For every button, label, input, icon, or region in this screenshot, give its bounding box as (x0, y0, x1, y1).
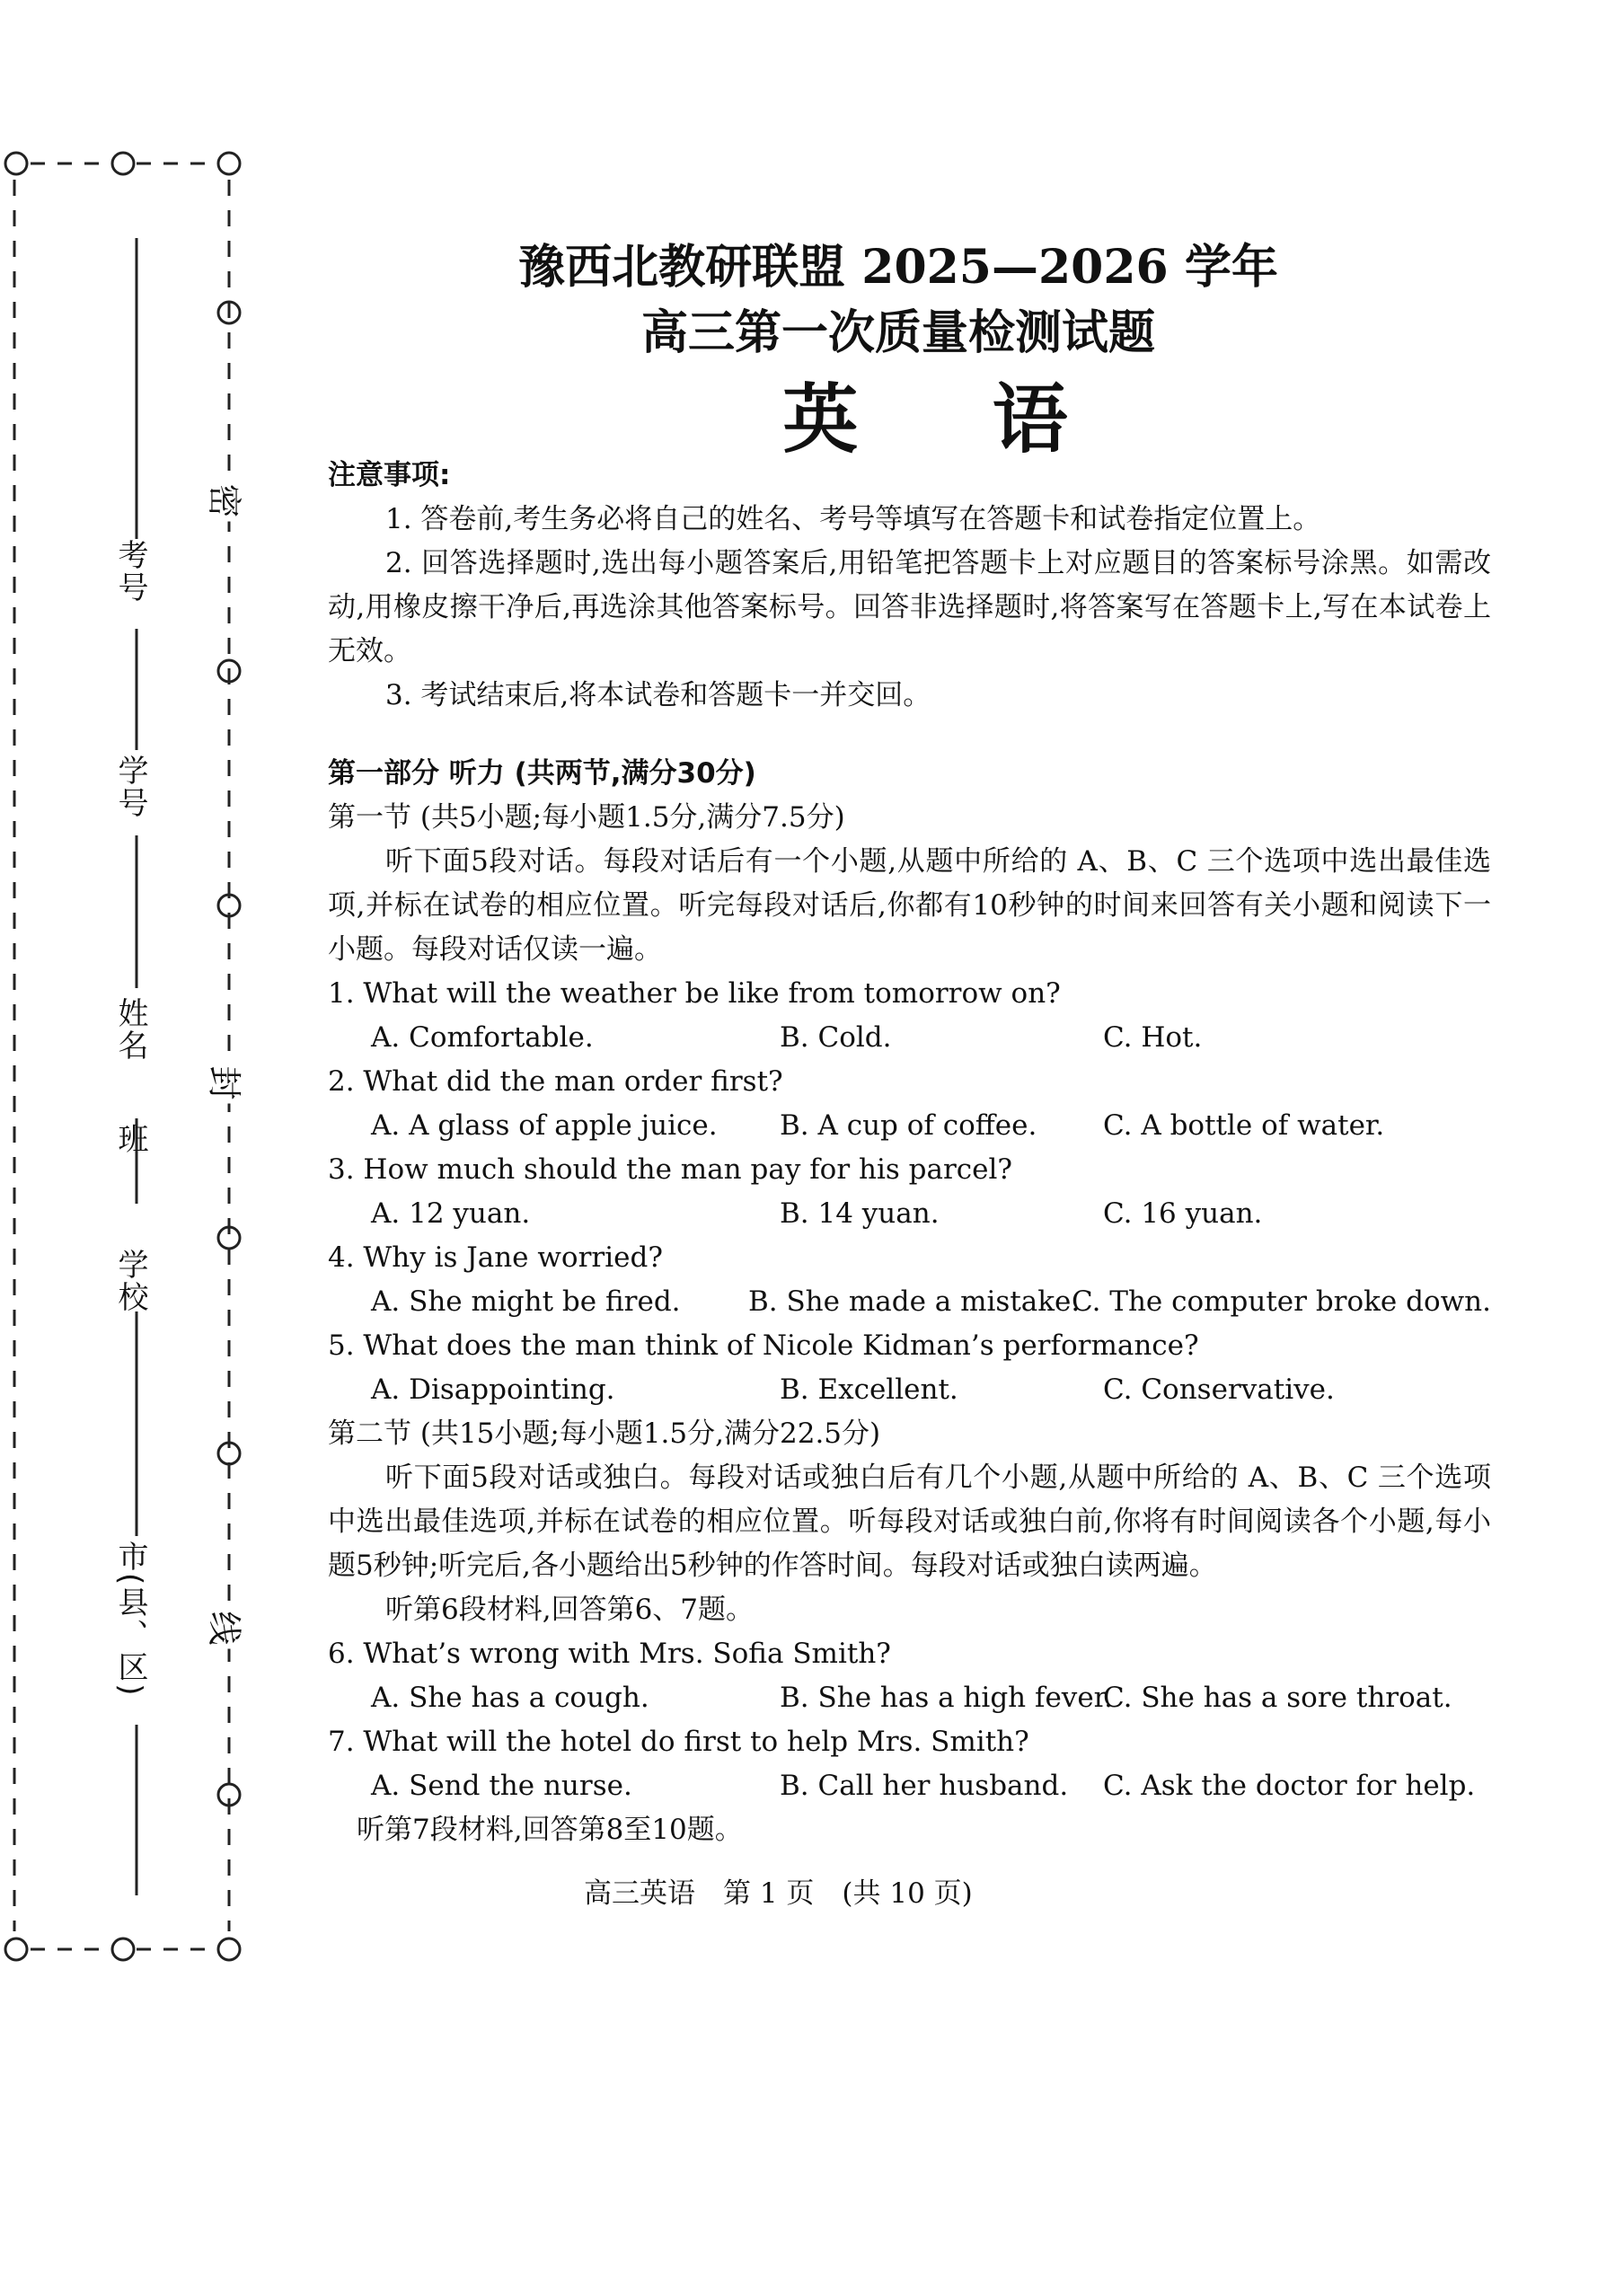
option-a: A. 12 yuan. (371, 1197, 531, 1230)
notes-item: 1. 答卷前,考生务必将自己的姓名、考号等填写在答题卡和试卷指定位置上。 (385, 503, 1321, 535)
option-a: A. Comfortable. (371, 1021, 594, 1054)
question-5 (328, 1324, 1491, 1412)
seal-char-feng: 封 (203, 1063, 252, 1104)
exam-content (328, 454, 1491, 1852)
question-text: 5. What does the man think of Nicole Kidman’s performance? (328, 1329, 1199, 1362)
option-b: B. Call her husband. (780, 1770, 1069, 1802)
question-3 (328, 1148, 1491, 1236)
option-a: A. She might be fired. (371, 1285, 681, 1318)
section1-heading: 第一节 (共5小题;每小题1.5分,满分7.5分) (328, 801, 845, 834)
question-text: 7. What will the hotel do first to help Mrs. Smith? (328, 1726, 1029, 1758)
question-text: 2. What did the man order first? (328, 1065, 783, 1098)
option-b: B. She made a mistake. (747, 1285, 1081, 1318)
student-number-label: 学号 (112, 755, 148, 819)
question-6 (328, 1632, 1491, 1720)
subject-title: 英 语 (782, 375, 1122, 464)
class-label: 班 (112, 1123, 148, 1155)
option-b: B. Excellent. (780, 1373, 958, 1406)
question-text: 4. Why is Jane worried? (328, 1241, 663, 1274)
option-c: C. Ask the doctor for help. (1103, 1770, 1476, 1802)
exam-title-line1: 豫西北教研联盟 2025—2026 学年 (518, 240, 1278, 295)
notes-item: 3. 考试结束后,将本试卷和答题卡一并交回。 (385, 679, 931, 711)
option-b: B. 14 yuan. (780, 1197, 940, 1230)
seal-char-xian: 线 (203, 1608, 252, 1649)
section1-instructions: 听下面5段对话。每段对话后有一个小题,从题中所给的 A、B、C 三个选项中选出最佳选项,并标在试卷的相应位置。听完每段对话后,你都有10秒钟的时间来回答有关小题和阅读下一小题。每段对话仅读一遍。 (328, 845, 1491, 966)
section2-instructions: 听下面5段对话或独白。每段对话或独白后有几个小题,从题中所给的 A、B、C 三个选项中选出最佳选项,并标在试卷的相应位置。听每段对话或独白前,你将有时间阅读各个小题,每小题5秒钟;听完后,各小题给出5秒钟的作答时间。每段对话或独白读两遍。 (328, 1461, 1491, 1582)
question-4 (328, 1236, 1491, 1324)
option-a: A. A glass of apple juice. (371, 1109, 718, 1142)
option-c: C. Hot. (1103, 1021, 1203, 1054)
city-label: 市(县、区) (112, 1541, 148, 1698)
option-c: C. Conservative. (1103, 1373, 1335, 1406)
option-c: C. She has a sore throat. (1103, 1682, 1452, 1714)
binding-margin (0, 0, 269, 2021)
question-2 (328, 1060, 1491, 1148)
option-c: C. A bottle of water. (1103, 1109, 1385, 1142)
notes-heading: 注意事项: (328, 459, 451, 491)
exam-number-label: 考号 (112, 539, 148, 604)
seal-char-mi: 密 (203, 481, 252, 522)
option-b: B. She has a high fever. (780, 1682, 1113, 1714)
option-a: A. She has a cough. (371, 1682, 649, 1714)
option-b: B. Cold. (780, 1021, 892, 1054)
material-6-note: 听第6段材料,回答第6、7题。 (385, 1594, 755, 1626)
question-text: 6. What’s wrong with Mrs. Sofia Smith? (328, 1638, 891, 1670)
option-b: B. A cup of coffee. (780, 1109, 1037, 1142)
school-label: 学校 (112, 1249, 148, 1313)
option-a: A. Send the nurse. (371, 1770, 632, 1802)
question-text: 3. How much should the man pay for his parcel? (328, 1153, 1013, 1186)
name-label: 姓名 (112, 997, 148, 1062)
notes-item: 2. 回答选择题时,选出每小题答案后,用铅笔把答题卡上对应题目的答案标号涂黑。如需改动,用橡皮擦干净后,再选涂其他答案标号。回答非选择题时,将答案写在答题卡上,写在本试卷上无效。 (328, 547, 1491, 667)
question-text: 1. What will the weather be like from tomorrow on? (328, 977, 1061, 1010)
material-7-note: 听第7段材料,回答第8至10题。 (357, 1814, 743, 1846)
part1-heading: 第一部分 听力 (共两节,满分30分) (328, 757, 756, 790)
option-c: C. 16 yuan. (1103, 1197, 1263, 1230)
section2-heading: 第二节 (共15小题;每小题1.5分,满分22.5分) (328, 1417, 881, 1450)
option-c: C. The computer broke down. (1071, 1285, 1491, 1318)
option-a: A. Disappointing. (371, 1373, 615, 1406)
exam-title-line2: 高三第一次质量检测试题 (640, 305, 1155, 360)
page-footer: 高三英语 第 1 页 (共 10 页) (584, 1877, 973, 1910)
question-7 (328, 1720, 1491, 1808)
question-1 (328, 972, 1491, 1060)
